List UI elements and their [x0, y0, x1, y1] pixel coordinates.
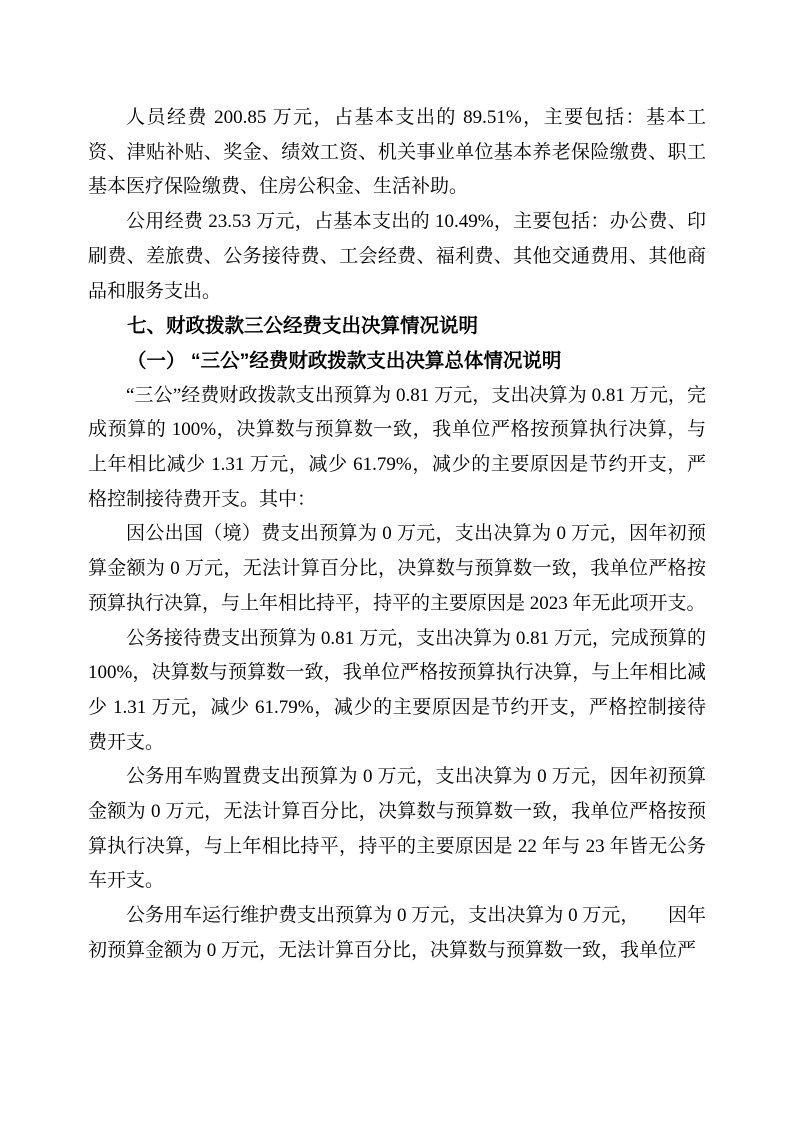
- body-paragraph-overseas-travel: 因公出国（境）费支出预算为 0 万元，支出决算为 0 万元，因年初预算金额为 0 万元，无法计算百分比，决算数与预算数一致，我单位严格按预算执行决算，与上年相比持平，持平的主要原因是 2023 年无此项开支。: [88, 523, 706, 614]
- body-paragraph-official-reception: 公务接待费支出预算为 0.81 万元，支出决算为 0.81 万元，完成预算的 100%，决算数与预算数一致，我单位严格按预算执行决算，与上年相比减少 1.31 万元，减少 61.79%，减少的主要原因是节约开支，严格控制接待费开支。: [88, 627, 706, 753]
- body-paragraph-personnel-funds: 人员经费 200.85 万元，占基本支出的 89.51%，主要包括：基本工资、津贴补贴、奖金、绩效工资、机关事业单位基本养老保险缴费、职工基本医疗保险缴费、住房公积金、生活补助。: [88, 107, 706, 198]
- section-heading-seven: 七、财政拨款三公经费支出决算情况说明: [127, 315, 479, 338]
- subsection-heading-one: （一） “三公”经费财政拨款支出决算总体情况说明: [127, 349, 562, 372]
- body-paragraph-vehicle-purchase: 公务用车购置费支出预算为 0 万元，支出决算为 0 万元，因年初预算金额为 0 万元，无法计算百分比，决算数与预算数一致，我单位严格按预算执行决算，与上年相比持平，持平的主要原因是 22 年与 23 年皆无公务车开支。: [88, 766, 706, 892]
- body-paragraph-three-public-total: “三公”经费财政拨款支出预算为 0.81 万元，支出决算为 0.81 万元，完成预算的 100%，决算数与预算数一致，我单位严格按预算执行决算，与上年相比减少 1.31 万元，减少 61.79%，减少的主要原因是节约开支，严格控制接待费开支。其中：: [88, 384, 706, 510]
- body-paragraph-vehicle-maintenance: 公务用车运行维护费支出预算为 0 万元，支出决算为 0 万元， 因年初预算金额为 0 万元，无法计算百分比，决算数与预算数一致，我单位严: [88, 905, 706, 961]
- body-paragraph-public-funds: 公用经费 23.53 万元，占基本支出的 10.49%，主要包括：办公费、印刷费、差旅费、公务接待费、工会经费、福利费、其他交通费用、其他商品和服务支出。: [88, 211, 706, 302]
